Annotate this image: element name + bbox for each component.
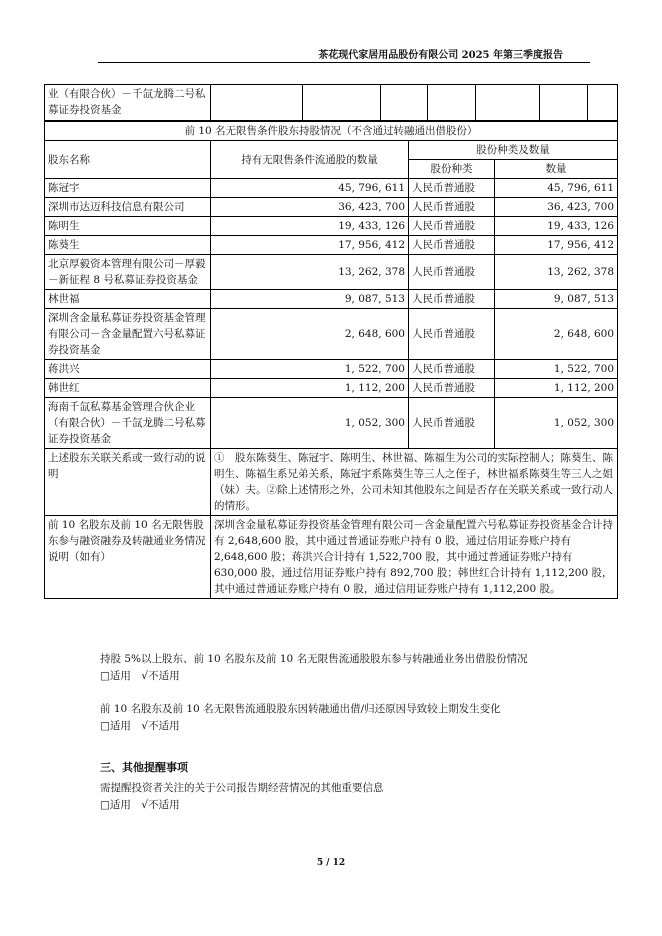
- holder-name: 海南千氙私募基金管理合伙企业（有限合伙）－千氙龙腾二号私募证券投资基金: [45, 398, 211, 449]
- top10-unrestricted-table: [44, 121, 618, 599]
- table-row: [45, 360, 618, 379]
- col-header-holder: 股东名称: [45, 141, 211, 179]
- holder-name: 陈葵生: [45, 236, 211, 255]
- related-label: 上述股东关联关系或一致行动的说明: [45, 449, 211, 516]
- holder-name: 蒋洪兴: [45, 360, 211, 379]
- share-kind: 人民币普通股: [409, 255, 495, 290]
- prev-row-name: 业（有限合伙）－千氙龙腾二号私募证券投资基金: [45, 85, 211, 121]
- col-header-count: 数量: [495, 160, 618, 179]
- holder-qty: 1, 522, 700: [211, 360, 409, 379]
- table-row: [45, 198, 618, 217]
- holder-qty: 17, 956, 412: [211, 236, 409, 255]
- table-row: [45, 217, 618, 236]
- col-header-kind: 股份种类: [409, 160, 495, 179]
- table-row: [45, 255, 618, 290]
- col-header-qty: 持有无限售条件流通股的数量: [211, 141, 409, 179]
- report-header: 茶花现代家居用品股份有限公司 2025 年第三季度报告: [318, 50, 563, 61]
- holder-qty: 9, 087, 513: [211, 290, 409, 309]
- share-kind: 人民币普通股: [409, 290, 495, 309]
- share-kind: 人民币普通股: [409, 309, 495, 360]
- share-kind: 人民币普通股: [409, 379, 495, 398]
- holder-qty: 2, 648, 600: [211, 309, 409, 360]
- share-count: 2, 648, 600: [495, 309, 618, 360]
- share-kind: 人民币普通股: [409, 179, 495, 198]
- section-title-other: 三、其他提醒事项: [100, 761, 188, 774]
- table-row: [45, 236, 618, 255]
- table-section-title: 前 10 名无限售条件股东持股情况（不含通过转融通出借股份）: [45, 122, 618, 141]
- note-lending-question: 持股 5%以上股东、前 10 名股东及前 10 名无限售流通股股东参与转融通业务出借股份情况: [100, 653, 528, 665]
- share-count: 9, 087, 513: [495, 290, 618, 309]
- header-divider: [98, 62, 590, 63]
- holder-qty: 19, 433, 126: [211, 217, 409, 236]
- table-row: [45, 379, 618, 398]
- share-count: 1, 522, 700: [495, 360, 618, 379]
- holder-name: 北京厚毅资本管理有限公司－厚毅－新征程 8 号私募证券投资基金: [45, 255, 211, 290]
- share-count: 1, 112, 200: [495, 379, 618, 398]
- other-answer: □适用 √不适用: [100, 799, 180, 811]
- holder-qty: 45, 796, 611: [211, 179, 409, 198]
- share-kind: 人民币普通股: [409, 236, 495, 255]
- holder-qty: 1, 112, 200: [211, 379, 409, 398]
- table-row: [45, 309, 618, 360]
- share-count: 13, 262, 378: [495, 255, 618, 290]
- share-count: 19, 433, 126: [495, 217, 618, 236]
- holder-name: 陈明生: [45, 217, 211, 236]
- share-count: 45, 796, 611: [495, 179, 618, 198]
- share-kind: 人民币普通股: [409, 398, 495, 449]
- holder-qty: 1, 052, 300: [211, 398, 409, 449]
- table-row: [45, 290, 618, 309]
- share-kind: 人民币普通股: [409, 198, 495, 217]
- note-change-question: 前 10 名股东及前 10 名无限售流通股股东因转融通出借/归还原因导致较上期发生变化: [100, 703, 501, 715]
- margin-label: 前 10 名股东及前 10 名无限售股东参与融资融券及转融通业务情况说明（如有）: [45, 516, 211, 599]
- page-number: 5 / 12: [316, 858, 346, 868]
- holder-name: 韩世红: [45, 379, 211, 398]
- share-count: 36, 423, 700: [495, 198, 618, 217]
- table-row: [45, 179, 618, 198]
- table-row: [45, 398, 618, 449]
- margin-text: 深圳含金量私募证券投资基金管理有限公司－含金量配置六号私募证券投资基金合计持有 2,648,600 股，其中通过普通证券账户持有 0 股，通过信用证券账户持有 2,648,600 股；蒋洪兴合计持有 1,522,700 股，其中通过普通证券账户持有 630,000 股，通过信用证券账户持有 892,700 股；韩世红合计持有 1,112,200 股，其中通过普通证券账户持有 0 股，通过信用证券账户持有 1,112,200 股。: [211, 516, 618, 599]
- related-text: ① 股东陈葵生、陈冠宇、陈明生、林世福、陈福生为公司的实际控制人；陈葵生、陈明生、陈福生系兄弟关系，陈冠宇系陈葵生等三人之侄子，林世福系陈葵生等三人之姐（妹）夫。②除上述情形之外，公司未知其他股东之间是否存在关联关系或一致行动人的情形。: [211, 449, 618, 516]
- other-question: 需提醒投资者关注的关于公司报告期经营情况的其他重要信息: [100, 782, 384, 794]
- holder-qty: 13, 262, 378: [211, 255, 409, 290]
- col-header-kind-qty: 股份种类及数量: [409, 141, 618, 160]
- note-lending-answer: □适用 √不适用: [100, 670, 180, 682]
- holder-name: 林世福: [45, 290, 211, 309]
- note-change-answer: □适用 √不适用: [100, 720, 180, 732]
- prev-table-fragment: [44, 84, 618, 121]
- holder-name: 深圳市达迈科技信息有限公司: [45, 198, 211, 217]
- share-kind: 人民币普通股: [409, 217, 495, 236]
- share-count: 17, 956, 412: [495, 236, 618, 255]
- holder-qty: 36, 423, 700: [211, 198, 409, 217]
- share-count: 1, 052, 300: [495, 398, 618, 449]
- share-kind: 人民币普通股: [409, 360, 495, 379]
- holder-name: 深圳含金量私募证券投资基金管理有限公司－含金量配置六号私募证券投资基金: [45, 309, 211, 360]
- holder-name: 陈冠宇: [45, 179, 211, 198]
